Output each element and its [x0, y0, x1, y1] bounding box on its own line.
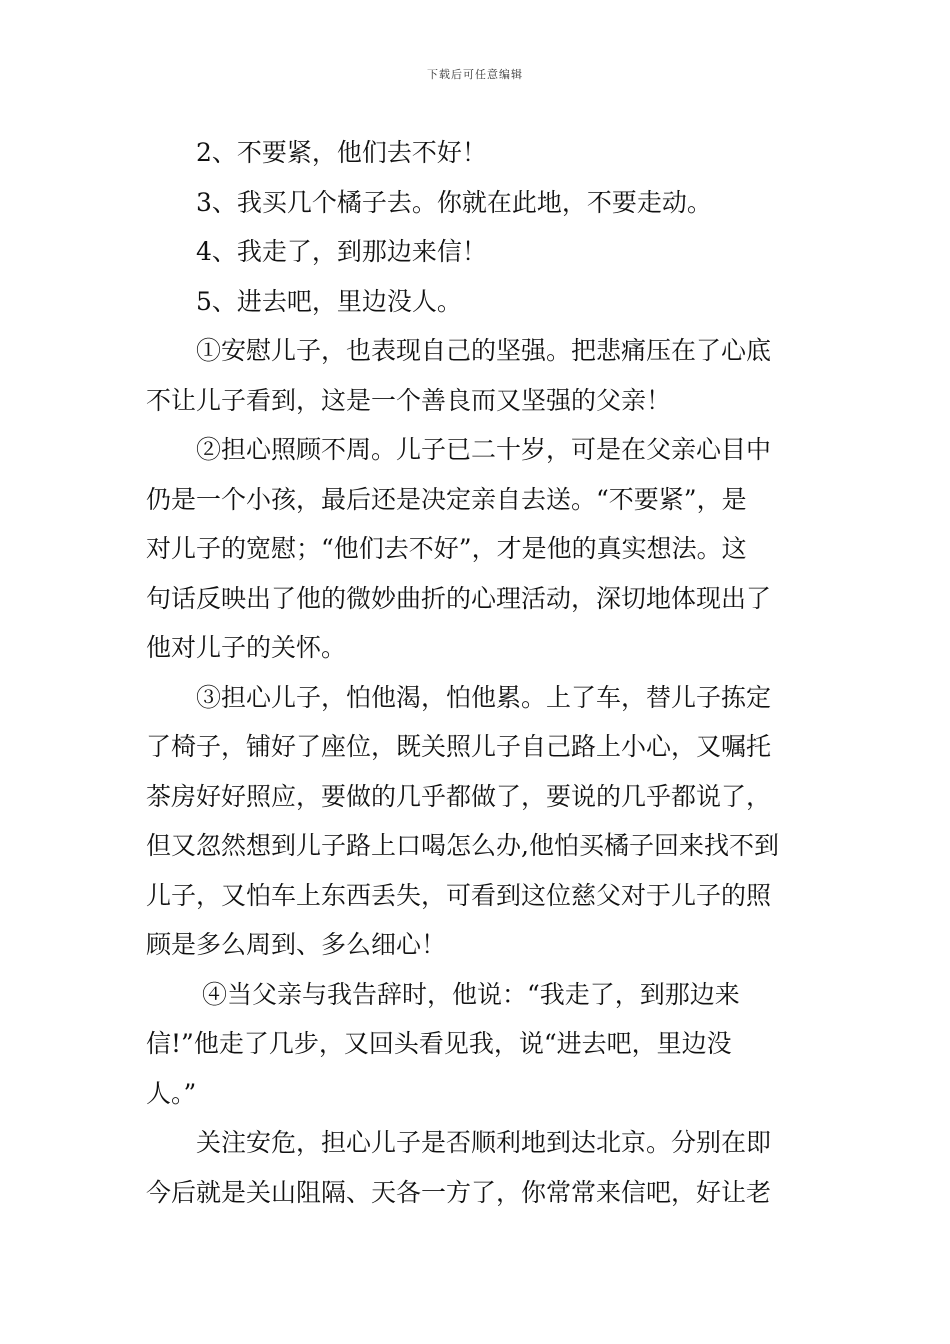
text-line: 关注安危，担心儿子是否顺利地到达北京。分别在即	[196, 1128, 772, 1157]
text-line: ①安慰儿子，也表现自己的坚强。把悲痛压在了心底	[196, 336, 772, 365]
text-line: 3、我买几个橘子去。你就在此地，不要走动。	[196, 187, 712, 217]
text-line: 仍是一个小孩，最后还是决定亲自去送。“不要紧”，是	[146, 484, 747, 514]
text-line: 人。”	[146, 1078, 197, 1108]
text-line: 信!”他走了几步，又回头看见我，说“进去吧，里边没	[146, 1029, 732, 1058]
text-line: 今后就是关山阻隔、天各一方了，你常常来信吧，好让老	[146, 1177, 772, 1207]
text-line: ④当父亲与我告辞时，他说：“我走了，到那边来	[202, 979, 740, 1009]
text-line: 5、进去吧，里边没人。	[196, 286, 462, 316]
document-body	[146, 128, 811, 1217]
text-line: 茶房好好照应，要做的几乎都做了，要说的几乎都说了，	[146, 781, 772, 811]
text-line: 不让儿子看到，这是一个善良而又坚强的父亲！	[146, 385, 672, 415]
text-line: ③担心儿子，怕他渴，怕他累。上了车，替儿子拣定	[196, 682, 772, 712]
page-header: 下载后可任意编辑	[427, 68, 523, 81]
text-line: 4、我走了，到那边来信！	[196, 237, 487, 266]
text-line: ②担心照顾不周。儿子已二十岁，可是在父亲心目中	[196, 435, 772, 464]
text-line: 他对儿子的关怀。	[146, 633, 347, 662]
text-line: 2、不要紧，他们去不好！	[196, 138, 487, 167]
text-line: 了椅子，铺好了座位，既关照儿子自己路上小心，又嘱托	[146, 732, 772, 761]
text-line: 句话反映出了他的微妙曲折的心理活动，深切地体现出了	[146, 583, 772, 613]
text-line: 儿子，又怕车上东西丢失，可看到这位慈父对于儿子的照	[146, 880, 772, 910]
text-line: 顾是多么周到、多么细心！	[146, 930, 447, 959]
text-line: 对儿子的宽慰；“他们去不好”，才是他的真实想法。这	[146, 534, 747, 563]
text-line: 但又忽然想到儿子路上口喝怎么办,他怕买橘子回来找不到	[146, 831, 779, 860]
